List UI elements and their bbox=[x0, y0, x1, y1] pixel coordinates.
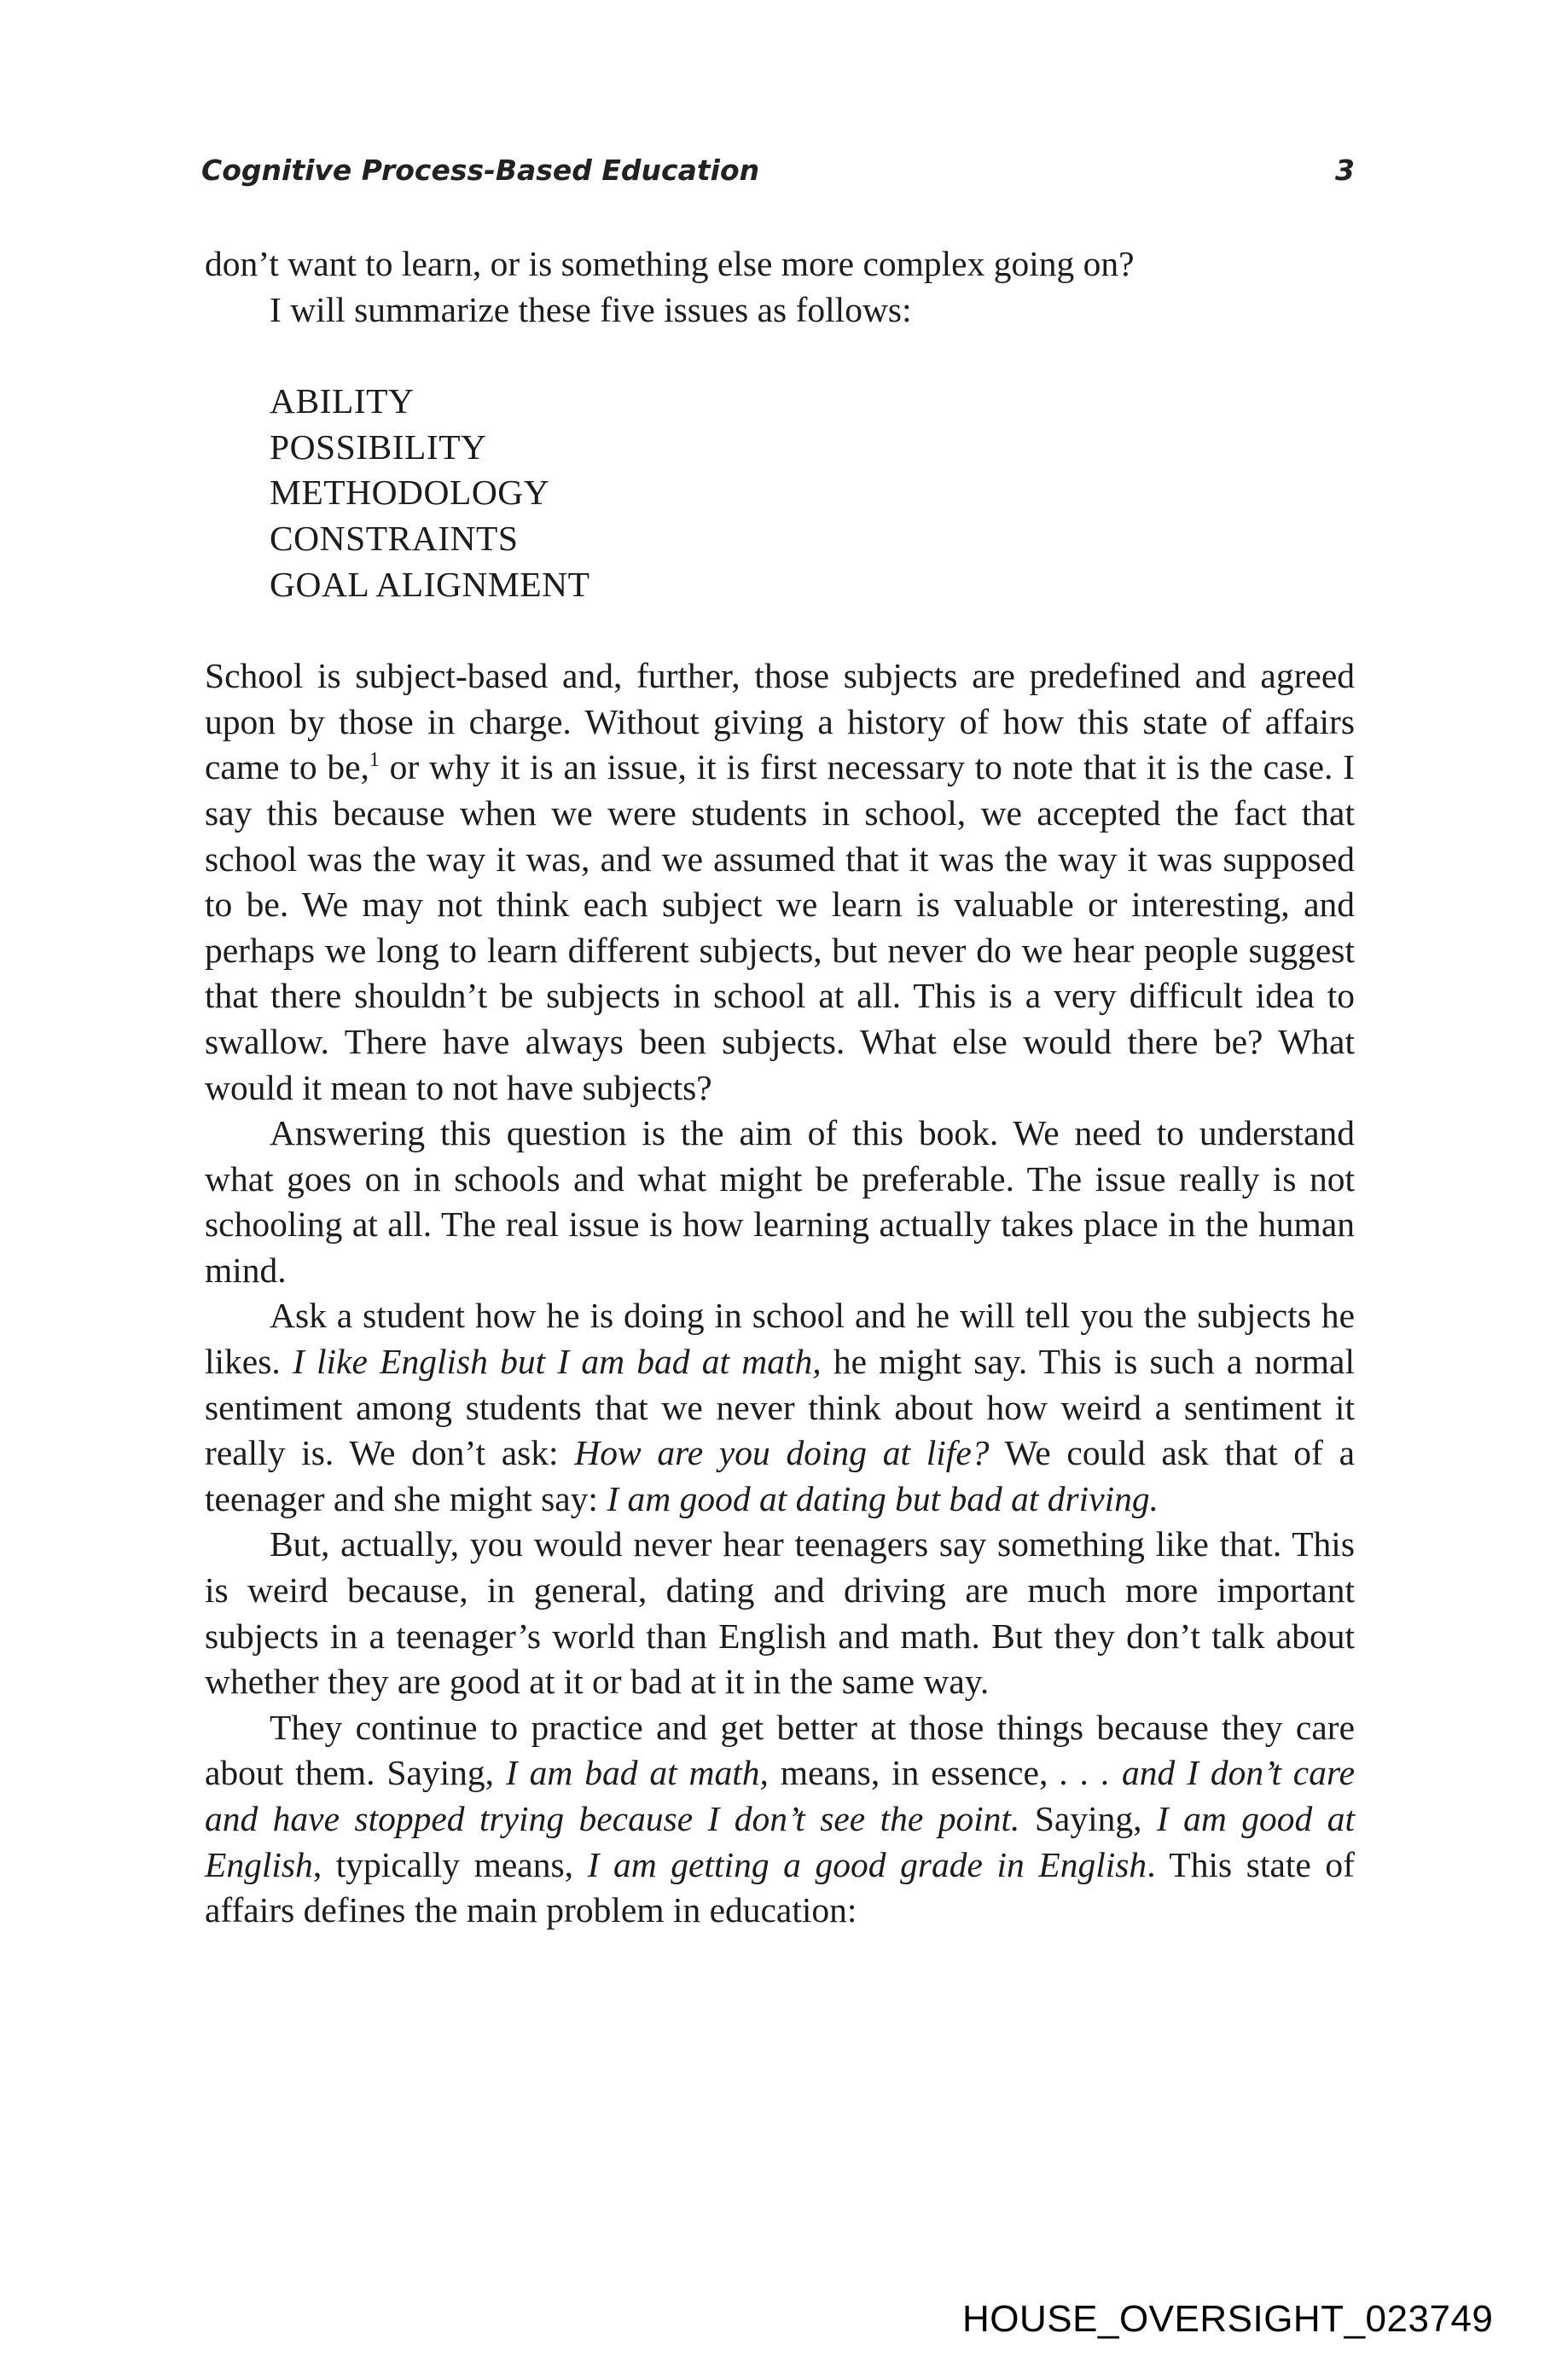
text-run: means, in essence, bbox=[768, 1753, 1060, 1793]
paragraph-subjects bbox=[205, 653, 1355, 1111]
text-run: Saying, bbox=[1019, 1799, 1157, 1838]
running-header bbox=[201, 154, 1355, 196]
list-item: ABILITY bbox=[270, 381, 415, 421]
paragraph-practice bbox=[205, 1705, 1355, 1934]
italic-quote: I like English but I am bad at math, bbox=[292, 1342, 822, 1382]
italic-quote: How are you doing at life? bbox=[574, 1433, 990, 1473]
italic-quote: . . . and I don’t care and have stopped trying because I don’t see the point. bbox=[205, 1753, 1355, 1838]
text-run: or why it is an issue, it is first necessary to note that it is the case. I say this because when we were students in school, we accepted the fact that school was the way it was, and we assumed that it was the way it was supposed to be. We may not think each subject we learn is valuable or interesting, and perhaps we long to learn different subjects, but never do we hear people suggest that there shouldn’t be subjects in school at all. This is a very difficult idea to swallow. There have always been subjects. What else would there be? What would it mean to not have subjects? bbox=[205, 747, 1355, 1107]
intro-summary-line: I will summarize these five issues as follows: bbox=[270, 289, 912, 329]
italic-quote: I am good at English bbox=[205, 1799, 1355, 1884]
list-item: CONSTRAINTS bbox=[270, 518, 519, 558]
bates-stamp: HOUSE_OVERSIGHT_023749 bbox=[962, 2298, 1494, 2340]
body-text bbox=[205, 241, 1355, 1934]
text-run: , typically means, bbox=[312, 1844, 588, 1884]
text-run: he might say. This is such a normal sentiment among students that we never think about how weird a sentiment it really is. We don’t ask: bbox=[205, 1342, 1355, 1473]
paragraph-aim: Answering this question is the aim of this book. We need to understand what goes on in schools and what might be preferable. The issue really is not schooling at all. The real issue is how learning actually takes place in the human mind. bbox=[205, 1113, 1355, 1290]
intro-continued-line: don’t want to learn, or is something else more complex going on? bbox=[205, 244, 1135, 283]
italic-quote: I am getting a good grade in English bbox=[587, 1844, 1147, 1884]
running-header-title: Cognitive Process-Based Education bbox=[201, 154, 760, 187]
paragraph-student bbox=[205, 1293, 1355, 1522]
text-run: . This state of affairs defines the main problem in education: bbox=[205, 1844, 1355, 1930]
paragraph-teenagers: But, actually, you would never hear teenagers say something like that. This is weird because, in general, dating and driving are much more important subjects in a teenager’s world than English and math. But they don’t talk about whether they are good at it or bad at it in the same way. bbox=[205, 1524, 1355, 1702]
text-run: They continue to practice and get better at those things because they care about them. Saying, bbox=[205, 1707, 1355, 1793]
italic-quote: I am good at dating but bad at driving. bbox=[607, 1478, 1159, 1518]
list-item: GOAL ALIGNMENT bbox=[270, 564, 590, 604]
list-item: METHODOLOGY bbox=[270, 473, 550, 513]
list-item: POSSIBILITY bbox=[270, 427, 487, 467]
text-run: School is subject-based and, further, those subjects are predefined and agreed upon by those in charge. Without giving a history of how this state of affairs came to be, bbox=[205, 656, 1355, 787]
text-run: We could ask that of a teenager and she might say: bbox=[205, 1433, 1355, 1518]
footnote-reference: 1 bbox=[369, 749, 380, 772]
italic-quote: I am bad at math, bbox=[505, 1753, 769, 1793]
text-run: Ask a student how he is doing in school and he will tell you the subjects he likes. bbox=[205, 1296, 1355, 1382]
issues-list bbox=[270, 379, 1355, 607]
page-number: 3 bbox=[1335, 154, 1355, 187]
